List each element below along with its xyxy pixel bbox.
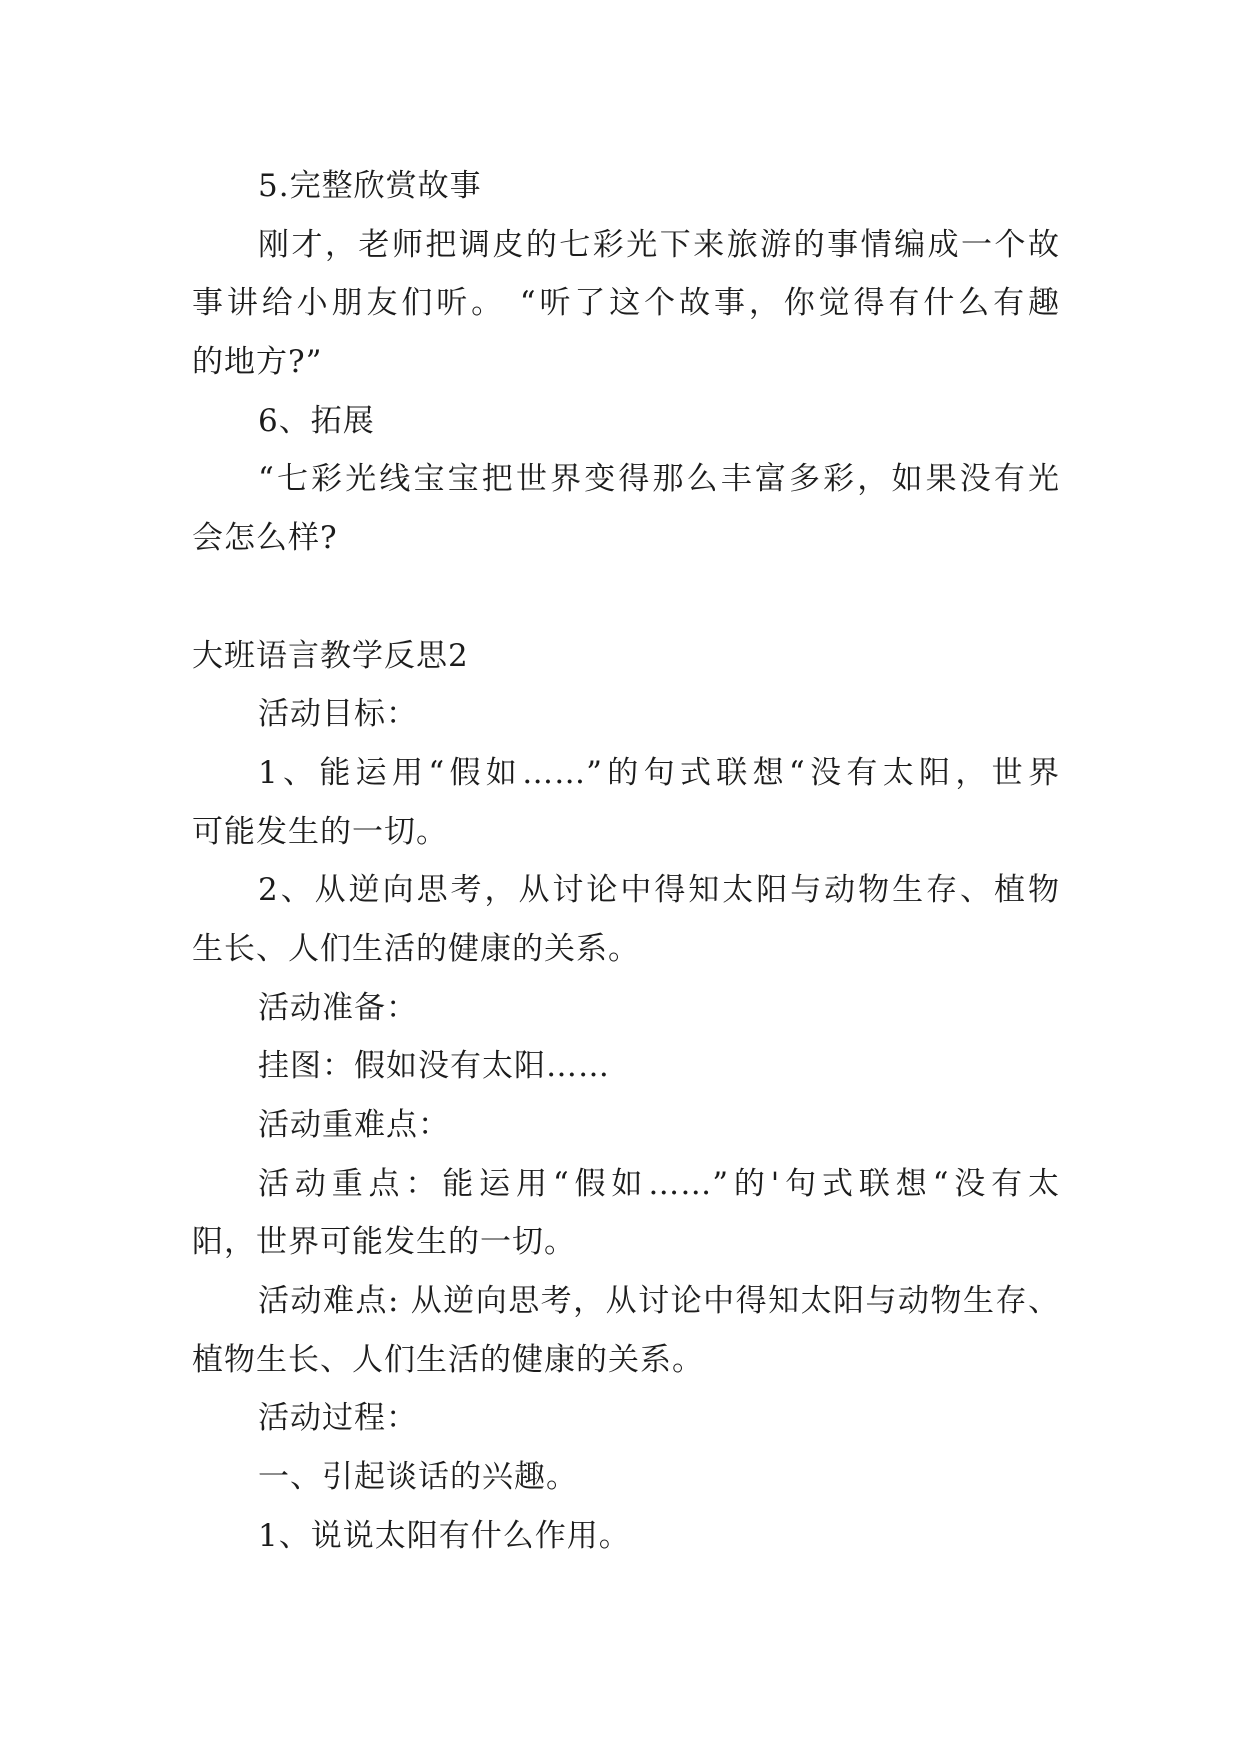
process-substep: 1、说说太阳有什么作用。 — [258, 1517, 631, 1554]
goal-2-line: 2、从逆向思考，从讨论中得知太阳与动物生存、植物 — [258, 872, 1060, 909]
section-title: 大班语言教学反思2 — [192, 637, 469, 674]
step5-heading: 5.完整欣赏故事 — [258, 168, 482, 204]
step5-text-line: 事讲给小朋友们听。 “听了这个故事，你觉得有什么有趣 — [192, 285, 1060, 322]
process-heading: 活动过程： — [258, 1400, 418, 1437]
goals-heading: 活动目标： — [258, 696, 418, 733]
step5-text-line: 的地方?” — [192, 344, 323, 381]
difficulty-line: 植物生长、人们生活的健康的关系。 — [192, 1341, 704, 1378]
key-point-line: 阳，世界可能发生的一切。 — [192, 1224, 576, 1261]
prep-heading: 活动准备： — [258, 989, 418, 1026]
key-point-line: 活动重点：能运用“假如……”的'句式联想“没有太 — [258, 1165, 1060, 1202]
step5-text-line: 刚才，老师把调皮的七彩光下来旅游的事情编成一个故 — [258, 226, 1060, 263]
key-points-heading: 活动重难点： — [258, 1107, 450, 1143]
document-body — [192, 157, 1060, 1566]
step6-heading: 6、拓展 — [258, 402, 375, 439]
blank-line — [192, 568, 1060, 627]
goal-1-line: 可能发生的一切。 — [192, 813, 448, 850]
process-step: 一、引起谈话的兴趣。 — [258, 1459, 578, 1496]
prep-text: 挂图：假如没有太阳…… — [258, 1048, 610, 1085]
difficulty-line: 活动难点: 从逆向思考，从讨论中得知太阳与动物生存、 — [258, 1283, 1060, 1320]
goal-2-line: 生长、人们生活的健康的关系。 — [192, 930, 640, 967]
step6-text-line: 会怎么样? — [192, 520, 338, 557]
goal-1-line: 1、能运用“假如……”的句式联想“没有太阳，世界 — [258, 754, 1060, 791]
step6-text-line: “七彩光线宝宝把世界变得那么丰富多彩，如果没有光 — [258, 461, 1060, 498]
